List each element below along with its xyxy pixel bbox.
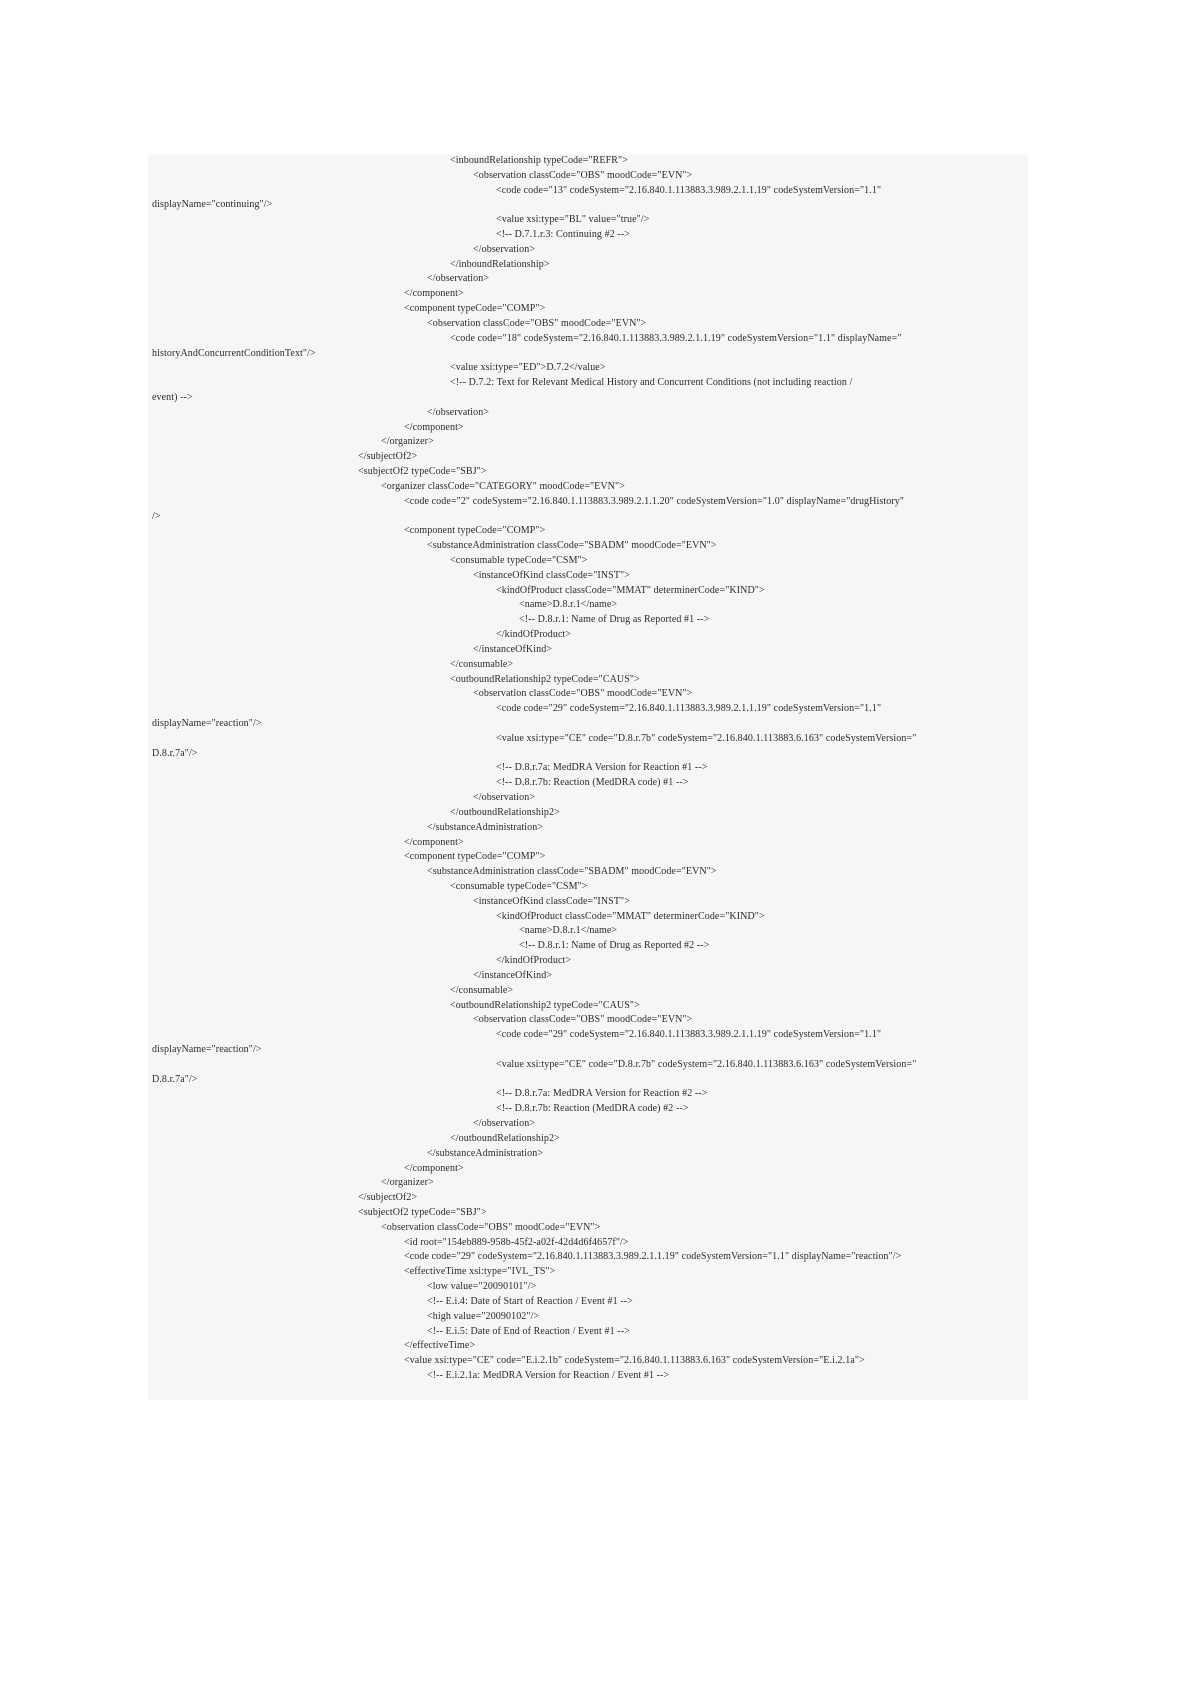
code-line: <component typeCode="COMP"> [404,525,546,536]
code-line: /> [152,511,161,522]
code-line: </component> [404,1163,464,1174]
code-line: </substanceAdministration> [427,1148,544,1159]
code-line: displayName="reaction"/> [152,718,262,729]
code-line: </observation> [427,407,490,418]
code-line: <substanceAdministration classCode="SBADM" moodCode="EVN"> [427,866,717,877]
code-line: <!-- D.8.r.7a: MedDRA Version for Reaction #1 --> [496,762,708,773]
code-line: </effectiveTime> [404,1340,476,1351]
code-line: <observation classCode="OBS" moodCode="EVN"> [427,318,647,329]
code-line: </instanceOfKind> [473,970,553,981]
code-line: </observation> [473,244,536,255]
code-line: </subjectOf2> [358,1192,418,1203]
code-line: </outboundRelationship2> [450,807,560,818]
code-line: displayName="reaction"/> [152,1044,262,1055]
code-line: <!-- E.i.4: Date of Start of Reaction / Event #1 --> [427,1296,633,1307]
code-line: </consumable> [450,985,514,996]
code-line: <!-- D.8.r.7b: Reaction (MedDRA code) #2 --> [496,1103,689,1114]
code-line: <high value="20090102"/> [427,1311,540,1322]
code-line: displayName="continuing"/> [152,199,273,210]
code-line: </substanceAdministration> [427,822,544,833]
code-line: <observation classCode="OBS" moodCode="EVN"> [381,1222,601,1233]
code-line: <inboundRelationship typeCode="REFR"> [450,155,628,166]
code-line: <!-- D.7.1.r.3: Continuing #2 --> [496,229,631,240]
code-line: <value xsi:type="BL" value="true"/> [496,214,650,225]
code-line: <code code="13" codeSystem="2.16.840.1.113883.3.989.2.1.1.19" codeSystemVersion="1.1" [496,185,882,196]
code-line: <!-- D.8.r.7b: Reaction (MedDRA code) #1 --> [496,777,689,788]
code-line: <id root="154eb889-958b-45f2-a02f-42d4d6f4657f"/> [404,1237,629,1248]
code-line: <value xsi:type="CE" code="D.8.r.7b" codeSystem="2.16.840.1.113883.6.163" codeSystemVersion=" [496,1059,917,1070]
code-line: <subjectOf2 typeCode="SBJ"> [358,1207,487,1218]
code-line: </kindOfProduct> [496,629,572,640]
code-line: <effectiveTime xsi:type="IVL_TS"> [404,1266,556,1277]
code-line: <code code="29" codeSystem="2.16.840.1.113883.3.989.2.1.1.19" codeSystemVersion="1.1" displayName="reaction"/> [404,1251,902,1262]
code-line: </organizer> [381,436,434,447]
code-line: <code code="29" codeSystem="2.16.840.1.113883.3.989.2.1.1.19" codeSystemVersion="1.1" [496,1029,882,1040]
code-line: <!-- D.7.2: Text for Relevant Medical History and Concurrent Conditions (not including reaction / [450,377,853,388]
code-line: </observation> [427,273,490,284]
code-line: <instanceOfKind classCode="INST"> [473,896,630,907]
xml-code-block [148,155,1028,1400]
code-line: </instanceOfKind> [473,644,553,655]
code-line: D.8.r.7a"/> [152,1074,198,1085]
code-line: </inboundRelationship> [450,259,550,270]
code-line: <code code="29" codeSystem="2.16.840.1.113883.3.989.2.1.1.19" codeSystemVersion="1.1" [496,703,882,714]
code-line: </component> [404,837,464,848]
code-line: <consumable typeCode="CSM"> [450,555,588,566]
code-line: <!-- D.8.r.7a: MedDRA Version for Reaction #2 --> [496,1088,708,1099]
code-line: </outboundRelationship2> [450,1133,560,1144]
code-line: <name>D.8.r.1</name> [519,925,618,936]
code-line: </organizer> [381,1177,434,1188]
code-line: <value xsi:type="ED">D.7.2</value> [450,362,606,373]
code-line: <name>D.8.r.1</name> [519,599,618,610]
code-line: event) --> [152,392,193,403]
code-line: <substanceAdministration classCode="SBADM" moodCode="EVN"> [427,540,717,551]
code-line: D.8.r.7a"/> [152,748,198,759]
code-line: <!-- E.i.5: Date of End of Reaction / Event #1 --> [427,1326,630,1337]
code-line: <outboundRelationship2 typeCode="CAUS"> [450,1000,640,1011]
code-line: <component typeCode="COMP"> [404,851,546,862]
code-line: <kindOfProduct classCode="MMAT" determinerCode="KIND"> [496,585,765,596]
code-line: <outboundRelationship2 typeCode="CAUS"> [450,674,640,685]
code-line: historyAndConcurrentConditionText"/> [152,348,316,359]
code-line: <observation classCode="OBS" moodCode="EVN"> [473,688,693,699]
code-line: </component> [404,288,464,299]
code-line: <kindOfProduct classCode="MMAT" determinerCode="KIND"> [496,911,765,922]
code-line: <observation classCode="OBS" moodCode="EVN"> [473,170,693,181]
code-line: <code code="2" codeSystem="2.16.840.1.113883.3.989.2.1.1.20" codeSystemVersion="1.0" displayName="drugHistory" [404,496,905,507]
code-line: </kindOfProduct> [496,955,572,966]
code-line: </subjectOf2> [358,451,418,462]
code-line: <code code="18" codeSystem="2.16.840.1.113883.3.989.2.1.1.19" codeSystemVersion="1.1" displayName=" [450,333,902,344]
code-line: <value xsi:type="CE" code="D.8.r.7b" codeSystem="2.16.840.1.113883.6.163" codeSystemVersion=" [496,733,917,744]
code-line: <observation classCode="OBS" moodCode="EVN"> [473,1014,693,1025]
code-line: </observation> [473,1118,536,1129]
code-line: </observation> [473,792,536,803]
code-line: <value xsi:type="CE" code="E.i.2.1b" codeSystem="2.16.840.1.113883.6.163" codeSystemVersion="E.i.2.1a"> [404,1355,865,1366]
code-line: <low value="20090101"/> [427,1281,537,1292]
code-line: <component typeCode="COMP"> [404,303,546,314]
code-line: </component> [404,422,464,433]
code-line: <instanceOfKind classCode="INST"> [473,570,630,581]
code-line: </consumable> [450,659,514,670]
code-line: <!-- E.i.2.1a: MedDRA Version for Reaction / Event #1 --> [427,1370,670,1381]
code-line: <!-- D.8.r.1: Name of Drug as Reported #1 --> [519,614,710,625]
code-line: <organizer classCode="CATEGORY" moodCode="EVN"> [381,481,625,492]
code-line: <!-- D.8.r.1: Name of Drug as Reported #2 --> [519,940,710,951]
code-line: <subjectOf2 typeCode="SBJ"> [358,466,487,477]
code-line: <consumable typeCode="CSM"> [450,881,588,892]
